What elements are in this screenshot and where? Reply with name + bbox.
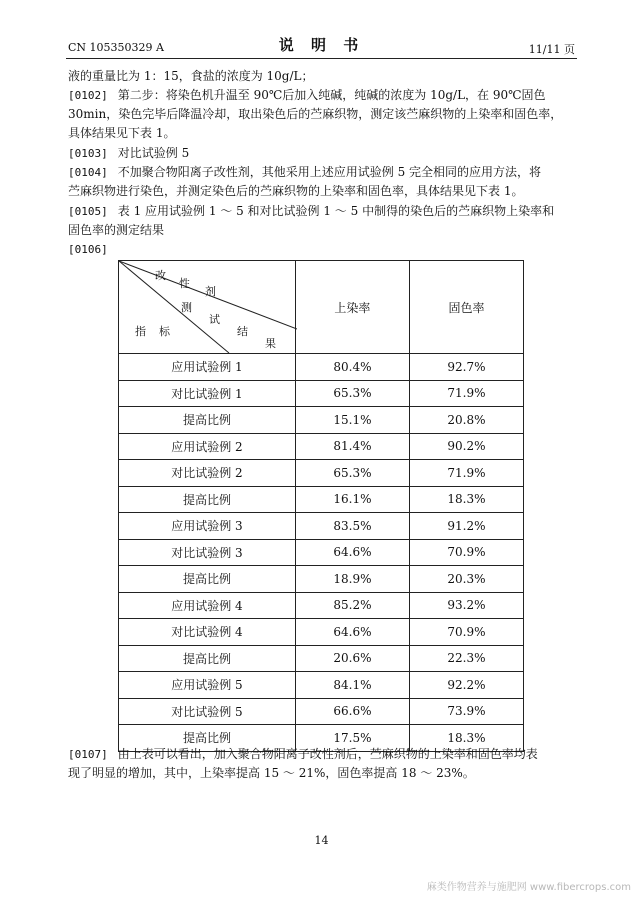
dye-uptake-value: 20.6% [295,645,409,672]
row-label: 提高比例 [119,407,296,434]
diag-label: 试 [209,313,220,326]
diagonal-header-cell [119,261,296,354]
dye-uptake-value: 17.5% [295,725,409,752]
page-number: 14 [314,834,329,847]
table-row [119,619,524,646]
table-row [119,513,524,540]
fixation-value: 20.3% [409,566,523,593]
row-label: 应用试验例 1 [119,354,296,381]
dye-uptake-value: 65.3% [295,380,409,407]
dye-uptake-value: 65.3% [295,460,409,487]
fixation-value: 73.9% [409,698,523,725]
column-header: 上染率 [295,261,409,354]
row-label: 应用试验例 3 [119,513,296,540]
table-row [119,672,524,699]
diag-label: 性 [179,277,190,290]
fixation-value: 71.9% [409,380,523,407]
table-row [119,486,524,513]
table-row [119,698,524,725]
row-label: 提高比例 [119,566,296,593]
paragraph-tag: [0106] [68,243,108,256]
table-row [119,354,524,381]
diag-label: 结 [237,325,248,338]
table-body [119,354,524,752]
row-label: 对比试验例 4 [119,619,296,646]
dye-uptake-value: 64.6% [295,619,409,646]
table-row [119,566,524,593]
row-label: 应用试验例 4 [119,592,296,619]
table-row [119,592,524,619]
row-label: 对比试验例 2 [119,460,296,487]
paragraph-tag: [0104] [68,166,108,179]
fixation-value: 18.3% [409,486,523,513]
row-label: 对比试验例 1 [119,380,296,407]
dye-uptake-value: 66.6% [295,698,409,725]
row-label: 提高比例 [119,645,296,672]
paragraph-0102: [0102] 第二步：将染色机升温至 90℃后加入纯碱，纯碱的浓度为 10g/L，在 90℃固色 30min，染色完毕后降温冷却，取出染色后的苎麻织物，测定该苎麻织物的上染率和固色率， 具体结果见下表 1。 [68,88,563,140]
diag-label: 果 [265,337,276,350]
document-number: CN 105350329 A [68,41,164,54]
paragraph-tag: [0103] [68,147,108,160]
fixation-value: 92.7% [409,354,523,381]
row-label: 提高比例 [119,486,296,513]
paragraph-tag: [0107] [68,748,108,761]
column-header: 固色率 [409,261,523,354]
fixation-value: 93.2% [409,592,523,619]
header-rule [66,58,577,59]
table-header-row [119,261,524,354]
table-row [119,539,524,566]
dye-uptake-value: 83.5% [295,513,409,540]
paragraph-0107: [0107] 由上表可以看出，加入聚合物阳离子改性剂后，苎麻织物的上染率和固色率均表 现了明显的增加，其中，上染率提高 15 ～ 21%，固色率提高 18 ～ 23%。 [68,747,538,780]
row-label: 提高比例 [119,725,296,752]
results-table [118,260,524,752]
table-row [119,380,524,407]
fixation-value: 20.8% [409,407,523,434]
dye-uptake-value: 85.2% [295,592,409,619]
dye-uptake-value: 18.9% [295,566,409,593]
dye-uptake-value: 15.1% [295,407,409,434]
row-label: 应用试验例 2 [119,433,296,460]
diag-label: 标 [159,325,170,338]
fixation-value: 18.3% [409,725,523,752]
fixation-value: 92.2% [409,672,523,699]
fixation-value: 70.9% [409,619,523,646]
paragraph-0105: [0105] 表 1 应用试验例 1 ～ 5 和对比试验例 1 ～ 5 中制得的染色后的苎麻织物上染率和 固色率的测定结果 [68,204,555,237]
dye-uptake-value: 16.1% [295,486,409,513]
table-row [119,460,524,487]
fixation-value: 91.2% [409,513,523,540]
diag-label: 改 [155,269,166,282]
paragraph-continued: 液的重量比为 1：15，食盐的浓度为 10g/L； [68,69,314,83]
paragraph-0103: [0103] 对比试验例 5 [68,146,190,160]
paragraph-tag: [0105] [68,205,108,218]
document-title: 说 明 书 [278,36,365,54]
diag-label: 测 [181,301,192,314]
fixation-value: 22.3% [409,645,523,672]
diag-label: 剂 [205,285,216,298]
watermark: 麻类作物营养与施肥网 www.fibercrops.com [426,882,631,893]
table-row [119,433,524,460]
dye-uptake-value: 64.6% [295,539,409,566]
row-label: 应用试验例 5 [119,672,296,699]
paragraph-0106 [68,240,580,259]
table-row [119,407,524,434]
row-label: 对比试验例 3 [119,539,296,566]
dye-uptake-value: 84.1% [295,672,409,699]
dye-uptake-value: 81.4% [295,433,409,460]
diag-label: 指 [135,325,146,338]
table-row [119,645,524,672]
fixation-value: 90.2% [409,433,523,460]
fixation-value: 71.9% [409,460,523,487]
paragraph-0104: [0104] 不加聚合物阳离子改性剂，其他采用上述应用试验例 5 完全相同的应用方法，将 苎麻织物进行染色，并测定染色后的苎麻织物的上染率和固色率，具体结果见下表 1。 [68,165,542,198]
paragraph-tag: [0102] [68,89,108,102]
dye-uptake-value: 80.4% [295,354,409,381]
row-label: 对比试验例 5 [119,698,296,725]
fixation-value: 70.9% [409,539,523,566]
page-indicator: 11/11 页 [528,43,575,56]
